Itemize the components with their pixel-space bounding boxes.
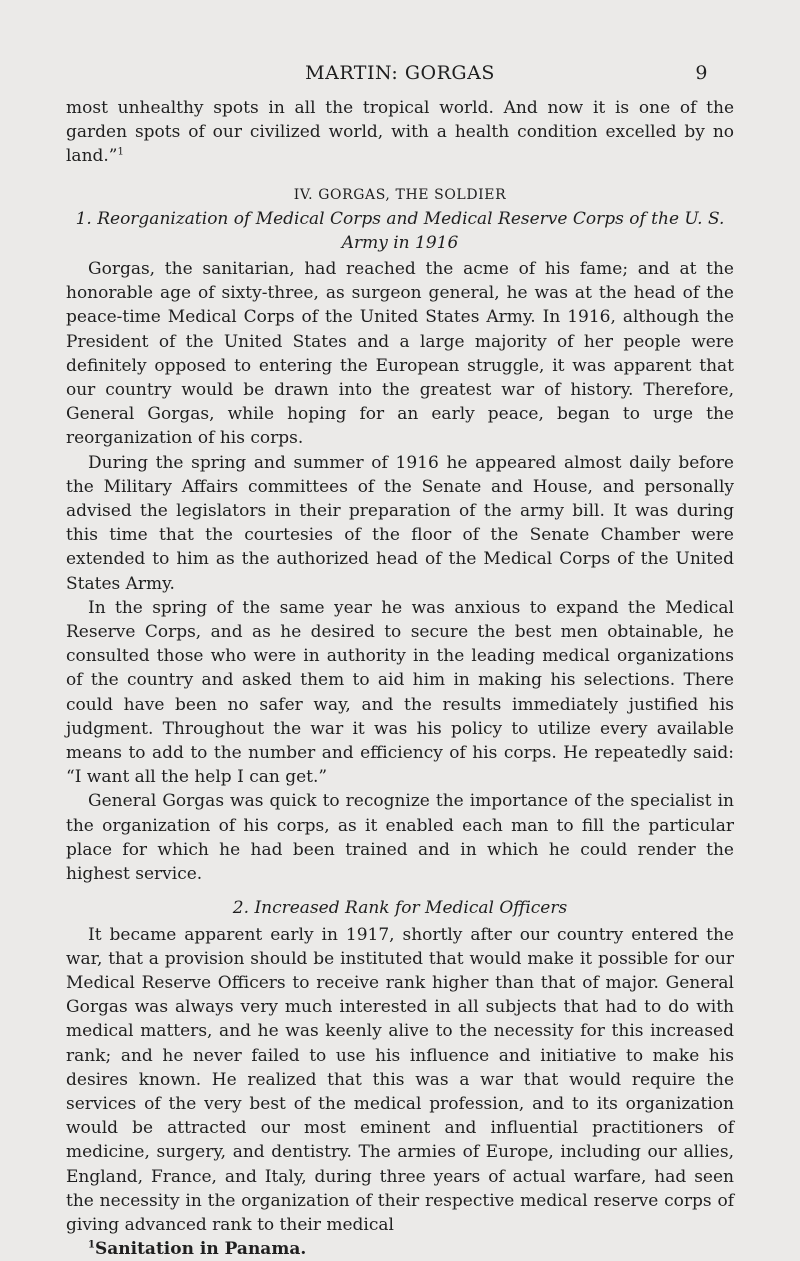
paragraph: It became apparent early in 1917, shortly after our country entered the war, that a provision should be instituted that would make it possible for our Medical Reserve Officers to receive rank higher than that of major. General Gorgas was always very much interested in all subjects that had to do with medical matters, and he was keenly alive to the necessity for this increased rank; and he never failed to use his influence and initiative to make his desires known. He realized that this was a war that would require the services of the very best of the medical profession, and to its organization would be attracted our most eminent and influential practitioners of medicine, surgery, and dentistry. The armies of Europe, including our allies, England, France, and Italy, during three years of actual warfare, had seen the necessity in the organization of their respective medical reserve corps of giving advanced rank to their medical xyxy=(66,924,734,1235)
subsection-heading-2: 2. Increased Rank for Medical Officers xyxy=(232,898,568,919)
section-heading: IV. GORGAS, THE SOLDIER xyxy=(293,186,507,203)
paragraph: Gorgas, the sanitarian, had reached the acme of his fame; and at the honorable age of sixty-three, as surgeon general, he was at the head of the peace-time Medical Corps of the United States Army. In 1916, although the President of the United States and a large majority of her people were definitely opposed to entering the European struggle, it was apparent that our country would be drawn into the greatest war of history. Therefore, General Gorgas, while hoping for an early peace, began to urge the reorganization of his corps. xyxy=(66,259,734,449)
header-title: MARTIN: GORGAS xyxy=(305,62,495,84)
paragraph: During the spring and summer of 1916 he appeared almost daily before the Military Affairs committees of the Senate and House, and personally advised the legislators in their preparation of the army bill. It was during this time that the courtesies of the floor of the Senate Chamber were extended to him as the authorized head of the Medical Corps of the United States Army. xyxy=(66,452,734,594)
subsection-heading-1: 1. Reorganization of Medical Corps and Medical Reserve Corps of the U. S. Army in 1916 xyxy=(75,208,725,253)
footnote-ref: 1 xyxy=(117,146,124,158)
running-header xyxy=(0,62,800,84)
body-text xyxy=(66,96,734,1261)
page-number: 9 xyxy=(695,62,708,84)
footnote: $^1$Sanitation in Panama. xyxy=(88,1239,307,1260)
paragraph: General Gorgas was quick to recognize the importance of the specialist in the organization of his corps, as it enabled each man to fill the particular place for which he had been trained and in which he could render the highest service. xyxy=(66,791,734,885)
paragraph: In the spring of the same year he was anxious to expand the Medical Reserve Corps, and as he desired to secure the best men obtainable, he consulted those who were in authority in the leading medical organizations of the country and asked them to aid him in making his selections. There could have been no safer way, and the results immediately justified his judgment. Throughout the war it was his policy to utilize every available means to add to the number and efficiency of his corps. He repeatedly said: “I want all the help I can get.” xyxy=(66,597,734,788)
intro-paragraph: most unhealthy spots in all the tropical world. And now it is one of the garden spots of our civilized world, with a health condition excelled by no land.”$^1$ xyxy=(66,98,734,167)
